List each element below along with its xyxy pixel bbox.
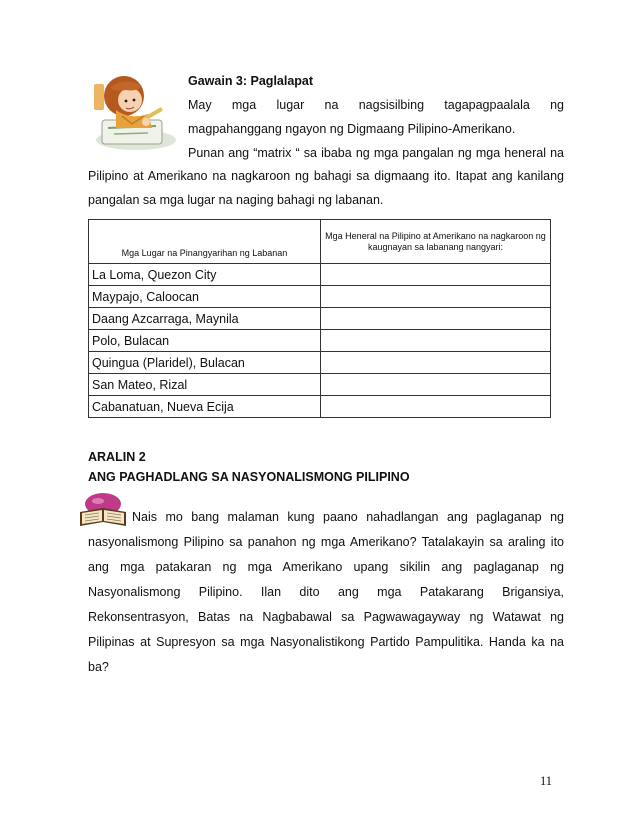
table-row: [89, 308, 551, 330]
lesson-title: ANG PAGHADLANG SA NASYONALISMONG PILIPINO: [88, 470, 410, 484]
lesson-line-6: Pilipinas at Supresyon sa mga Nasyonalistikong Partido Pampulitika. Handa ka na: [88, 635, 564, 649]
page-number: 11: [540, 774, 553, 788]
battle-matrix-table: [88, 219, 551, 418]
lesson-line-5: Rekonsentrasyon, Batas na Nagbabawal sa Pagwawagayway ng Watawat ng: [88, 610, 564, 624]
table-row: [89, 330, 551, 352]
general-cell[interactable]: [321, 396, 551, 418]
girl-writing-icon: [86, 70, 178, 154]
lesson-label: ARALIN 2: [88, 450, 146, 464]
open-book-icon: [76, 490, 130, 532]
place-cell: Cabanatuan, Nueva Ecija: [89, 396, 321, 418]
general-cell[interactable]: [321, 286, 551, 308]
table-row: [89, 396, 551, 418]
general-cell[interactable]: [321, 352, 551, 374]
general-cell[interactable]: [321, 264, 551, 286]
general-cell[interactable]: [321, 308, 551, 330]
header-generals: Mga Heneral na Pilipino at Amerikano na nagkaroon ng kaugnayan sa labanang nangyari:: [321, 220, 551, 264]
lesson-line-1: Nais mo bang malaman kung paano nahadlangan ang paglaganap ng: [132, 510, 564, 524]
lesson-line-3: ang mga patakaran ng mga Amerikano upang sikilin ang paglaganap ng: [88, 560, 564, 574]
place-cell: La Loma, Quezon City: [89, 264, 321, 286]
activity-line-1: May mga lugar na nagsisilbing tagapagpaalala ng: [188, 98, 564, 112]
place-cell: Daang Azcarraga, Maynila: [89, 308, 321, 330]
table-header-row: [89, 220, 551, 264]
general-cell[interactable]: [321, 374, 551, 396]
activity-line-2: magpahanggang ngayon ng Digmaang Pilipino-Amerikano.: [188, 122, 516, 136]
place-cell: San Mateo, Rizal: [89, 374, 321, 396]
general-cell[interactable]: [321, 330, 551, 352]
lesson-line-2: nasyonalismong Pilipino sa panahon ng mga Amerikano? Tatalakayin sa araling ito: [88, 535, 564, 549]
table-row: [89, 286, 551, 308]
table-row: [89, 374, 551, 396]
activity-title: Gawain 3: Paglalapat: [188, 74, 314, 88]
place-cell: Polo, Bulacan: [89, 330, 321, 352]
activity-line-5: pangalan sa mga lugar na naging bahagi ng labanan.: [88, 193, 384, 207]
table-row: [89, 264, 551, 286]
lesson-line-4: Nasyonalismong Pilipino. Ilan dito ang mga Patakarang Brigansiya,: [88, 585, 564, 599]
activity-line-4: Pilipino at Amerikano na nagkaroon ng bahagi sa digmaang ito. Itapat ang kanilang: [88, 169, 564, 183]
place-cell: Maypajo, Caloocan: [89, 286, 321, 308]
place-cell: Quingua (Plaridel), Bulacan: [89, 352, 321, 374]
lesson-line-7: ba?: [88, 660, 109, 674]
header-places: Mga Lugar na Pinangyarihan ng Labanan: [89, 220, 321, 264]
activity-line-3: Punan ang “matrix “ sa ibaba ng mga pangalan ng mga heneral na: [188, 146, 564, 160]
table-row: [89, 352, 551, 374]
